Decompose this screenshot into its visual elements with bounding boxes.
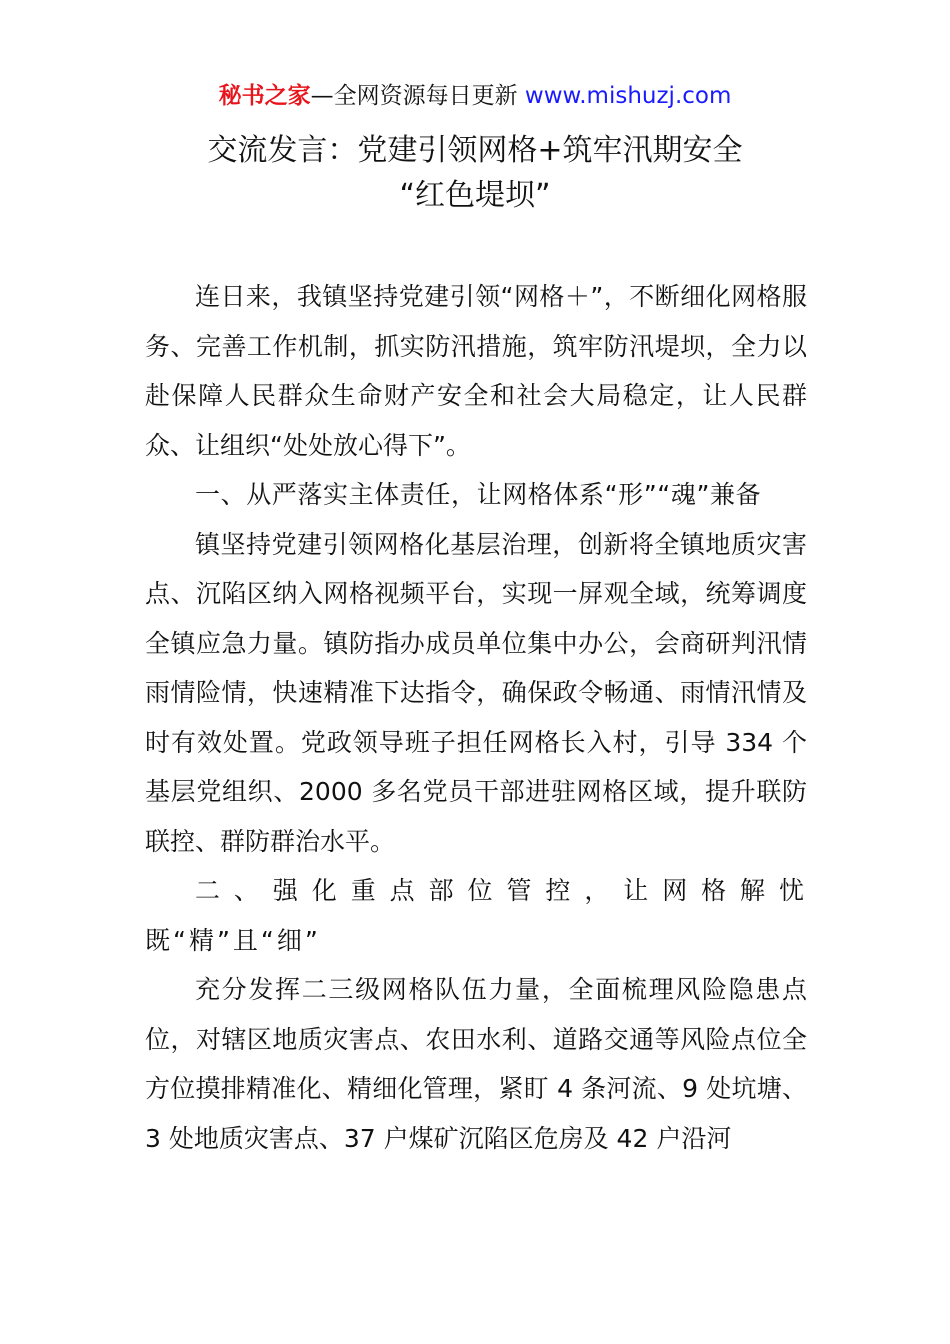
site-header xyxy=(0,80,950,112)
section-1-paragraph: 镇坚持党建引领网格化基层治理，创新将全镇地质灾害点、沉陷区纳入网格视频平台，实现一屏观全域，统筹调度全镇应急力量。镇防指办成员单位集中办公，会商研判汛情雨情险情，快速精准下达指令，确保政令畅通、雨情汛情及时有效处置。党政领导班子担任网格长入村，引导 334 个基层党组织、2000 多名党员干部进驻网格区域，提升联防联控、群防群治水平。 xyxy=(145,529,807,856)
title-line-1: 交流发言：党建引领网格+筑牢汛期安全 xyxy=(207,133,743,168)
site-url-link[interactable]: www.mishuzj.com xyxy=(524,83,732,109)
brand-name: 秘书之家 xyxy=(218,83,311,109)
section-heading-2: 二、强化重点部位管控，让网格解忧既“精”且“细” xyxy=(145,876,807,955)
intro-paragraph: 连日来，我镇坚持党建引领“网格＋”，不断细化网格服务、完善工作机制，抓实防汛措施，筑牢防汛堤坝，全力以赴保障人民群众生命财产安全和社会大局稳定，让人民群众、让组织“处处放心得下”。 xyxy=(145,282,807,460)
document-body xyxy=(145,272,807,1163)
document-title xyxy=(0,128,950,218)
title-line-2: “红色堤坝” xyxy=(399,178,551,213)
header-tagline: —全网资源每日更新 xyxy=(310,83,518,109)
section-2-paragraph: 充分发挥二三级网格队伍力量，全面梳理风险隐患点位，对辖区地质灾害点、农田水利、道路交通等风险点位全方位摸排精准化、精细化管理，紧盯 4 条河流、9 处坑塘、3 处地质灾害点、37 户煤矿沉陷区危房及 42 户沿河 xyxy=(145,975,807,1153)
section-heading-1: 一、从严落实主体责任，让网格体系“形”“魂”兼备 xyxy=(195,480,762,509)
